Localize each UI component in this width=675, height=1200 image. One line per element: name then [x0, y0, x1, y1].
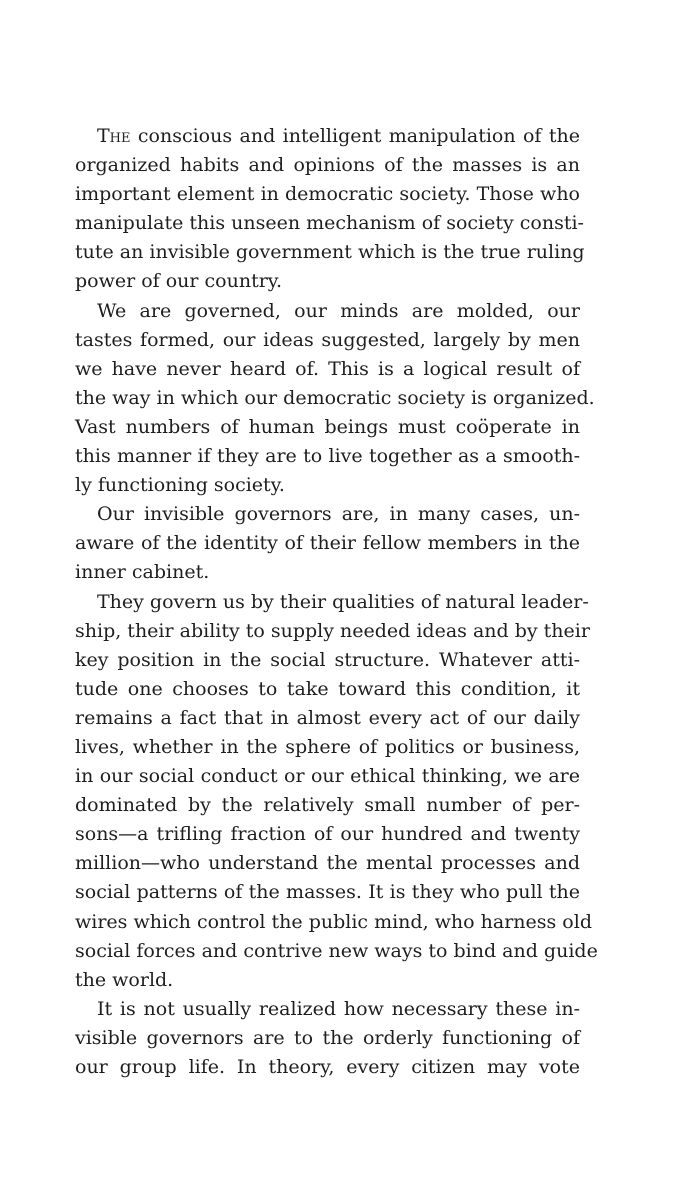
- paragraph-1: [75, 122, 585, 297]
- text-line: our group life. In theory, every citizen may vote: [75, 1056, 580, 1078]
- text-line: social patterns of the masses. It is they who pull the: [75, 881, 580, 904]
- text-line: ly functioning society.: [75, 474, 285, 497]
- text-line: It is not usually realized how necessary these in-: [97, 997, 580, 1020]
- text-line: tute an invisible government which is the true ruling: [75, 241, 585, 264]
- text-line: social forces and contrive new ways to bind and guide: [75, 939, 598, 962]
- text-line: Vast numbers of human beings must coöperate in: [75, 415, 580, 438]
- text-line: organized habits and opinions of the masses is an: [75, 154, 580, 177]
- text-line: the way in which our democratic society is organized.: [75, 386, 595, 409]
- text-line: wires which control the public mind, who harness old: [75, 910, 592, 933]
- text-line: tastes formed, our ideas suggested, largely by men: [75, 328, 580, 351]
- text-line: this manner if they are to live together as a smooth-: [75, 445, 580, 468]
- text-line: Our invisible governors are, in many cases, un-: [97, 503, 580, 526]
- text-line: The conscious and intelligent manipulation of the: [97, 125, 580, 147]
- text-line: million—who understand the mental processes and: [75, 852, 580, 875]
- text-line: in our social conduct or our ethical thinking, we are: [75, 765, 580, 788]
- text-line: dominated by the relatively small number of per-: [75, 794, 580, 817]
- text-line: tude one chooses to take toward this condition, it: [75, 677, 580, 700]
- book-page: [75, 122, 598, 1082]
- text-line: They govern us by their qualities of natural leader-: [97, 590, 589, 613]
- paragraph-3: [75, 500, 580, 587]
- text-line: visible governors are to the orderly functioning of: [75, 1026, 580, 1049]
- text-line: aware of the identity of their fellow members in the: [75, 532, 580, 555]
- text-line: sons—a trifling fraction of our hundred and twenty: [75, 823, 580, 846]
- text-line: manipulate this unseen mechanism of society consti-: [75, 212, 584, 235]
- text-line: ship, their ability to supply needed ideas and by their: [75, 619, 590, 642]
- text-line: the world.: [75, 968, 174, 991]
- text-line: inner cabinet.: [75, 561, 210, 584]
- text-line: power of our country.: [75, 270, 283, 293]
- text-line: We are governed, our minds are molded, our: [97, 299, 580, 322]
- text-line: lives, whether in the sphere of politics or business,: [75, 735, 580, 758]
- text-line: key position in the social structure. Whatever atti-: [75, 648, 580, 671]
- text-line: remains a fact that in almost every act of our daily: [75, 706, 580, 729]
- paragraph-4: [75, 588, 598, 995]
- text-line: we have never heard of. This is a logical result of: [75, 357, 580, 380]
- text-line: important element in democratic society. Those who: [75, 183, 580, 206]
- paragraph-5: [75, 995, 580, 1082]
- paragraph-2: [75, 297, 595, 501]
- lead-word-small-caps: The: [97, 125, 131, 147]
